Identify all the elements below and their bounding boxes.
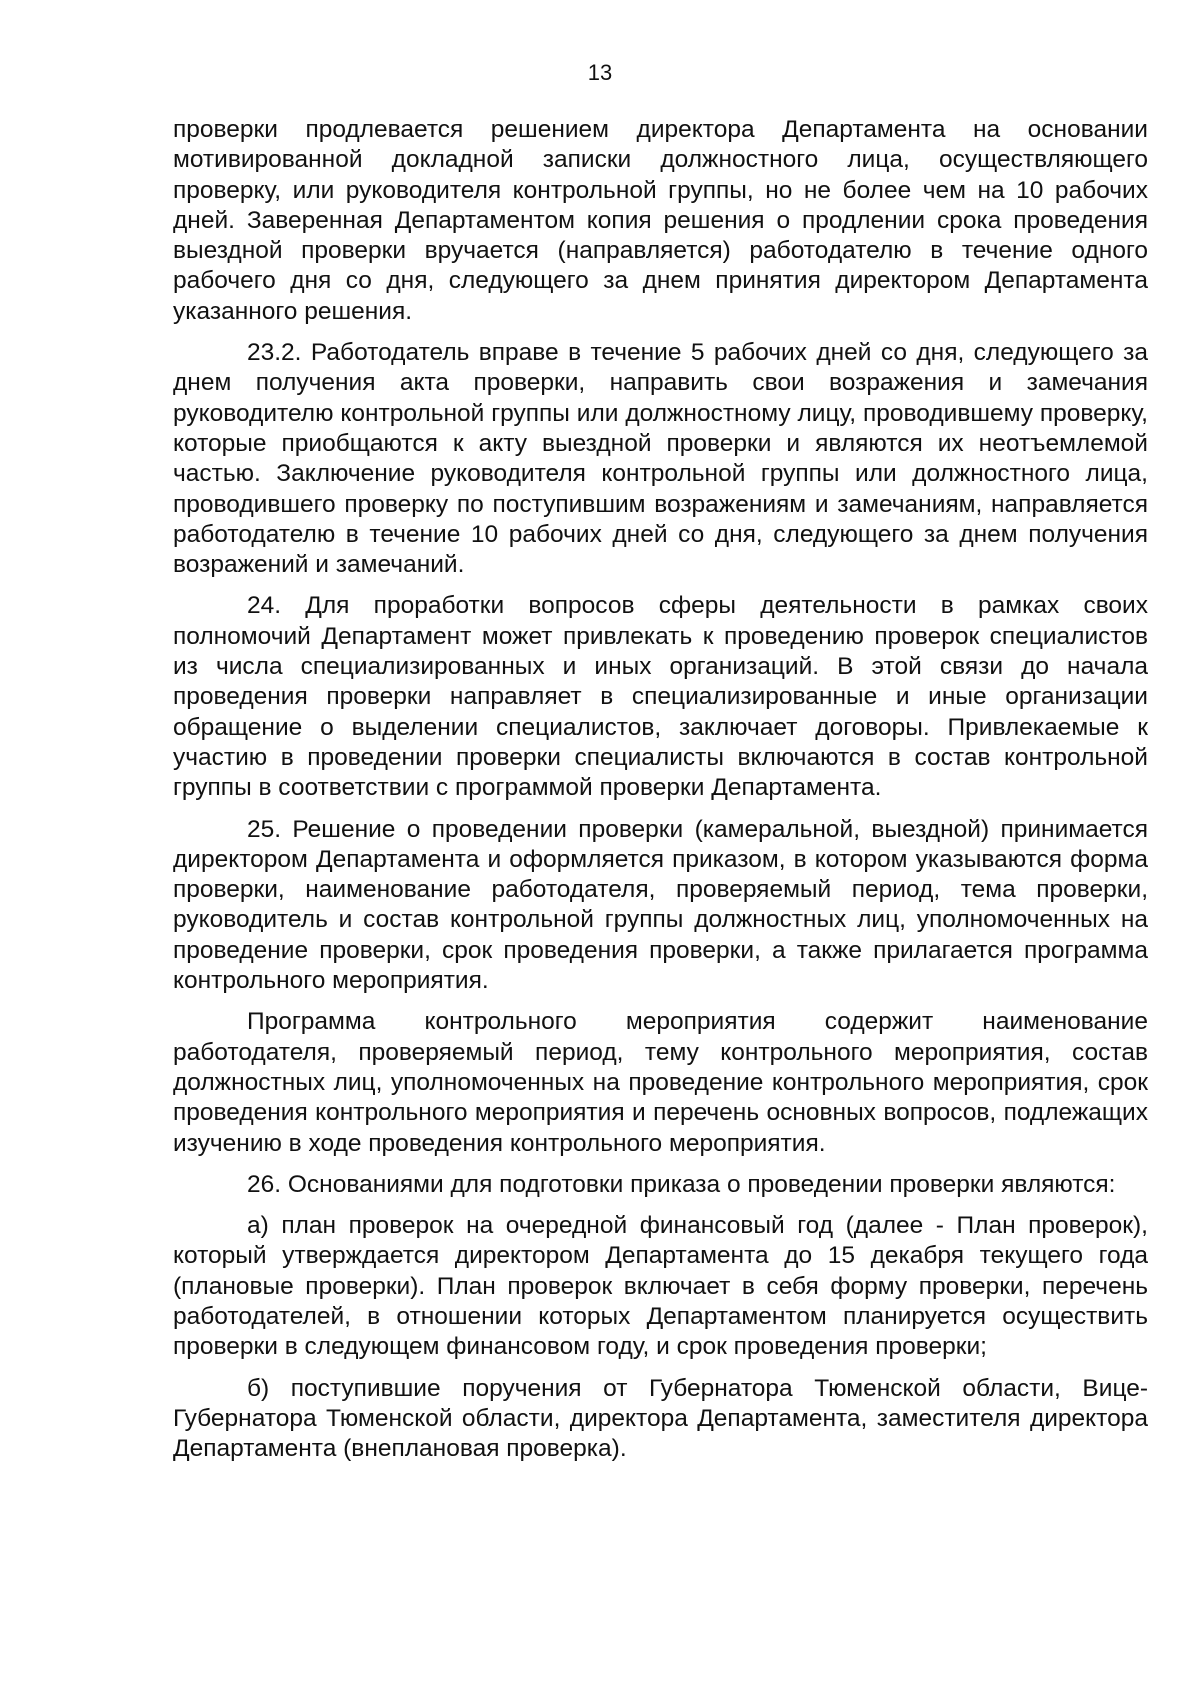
paragraph-23-2: 23.2. Работодатель вправе в течение 5 рабочих дней со дня, следующего за днем получения акта проверки, направить свои возражения и замечания руководителю контрольной группы или должностному лицу, проводившему проверку, которые приобщаются к акту выездной проверки и являются их неотъемлемой частью. Заключение руководителя контрольной группы или должностного лица, проводившего проверку по поступившим возражениям и замечаниям, направляется работодателю в течение 10 рабочих дней со дня, следующего за днем получения возражений и замечаний. [173, 339, 1148, 579]
page-number: 13 [587, 60, 613, 85]
paragraph-continuation: проверки продлевается решением директора Департамента на основании мотивированной докладной записки должностного лица, осуществляющего проверку, или руководителя контрольной группы, но не более чем на 10 рабочих дней. Заверенная Департаментом копия решения о продлении срока проведения выездной проверки вручается (направляется) работодателю в течение одного рабочего дня со дня, следующего за днем принятия директором Департамента указанного решения. [173, 116, 1148, 325]
paragraph-24: 24. Для проработки вопросов сферы деятельности в рамках своих полномочий Департамент может привлекать к проведению проверок специалистов из числа специализированных и иных организаций. В этой связи до начала проведения проверки направляет в специализированные и иные организации обращение о выделении специалистов, заключает договоры. Привлекаемые к участию в проведении проверки специалисты включаются в состав контрольной группы в соответствии с программой проверки Департамента. [173, 592, 1148, 802]
paragraph-program: Программа контрольного мероприятия содержит наименование работодателя, проверяемый период, тему контрольного мероприятия, состав должностных лиц, уполномоченных на проведение контрольного мероприятия, срок проведения контрольного мероприятия и перечень основных вопросов, подлежащих изучению в ходе проведения контрольного мероприятия. [173, 1008, 1148, 1157]
document-body [173, 115, 1148, 1475]
paragraph-26-a: а) план проверок на очередной финансовый год (далее - План проверок), который утверждается директором Департамента до 15 декабря текущего года (плановые проверки). План проверок включает в себя форму проверки, перечень работодателей, в отношении которых Департаментом планируется осуществить проверки в следующем финансовом году, и срок проведения проверки; [173, 1212, 1148, 1361]
paragraph-25: 25. Решение о проведении проверки (камеральной, выездной) принимается директором Департамента и оформляется приказом, в котором указываются форма проверки, наименование работодателя, проверяемый период, тема проверки, руководитель и состав контрольной группы должностных лиц, уполномоченных на проведение проверки, срок проведения проверки, а также прилагается программа контрольного мероприятия. [173, 815, 1148, 995]
paragraph-26: 26. Основаниями для подготовки приказа о проведении проверки являются: [247, 1170, 1116, 1198]
paragraph-26-b: б) поступившие поручения от Губернатора Тюменской области, Вице-Губернатора Тюменской области, директора Департамента, заместителя директора Департамента (внеплановая проверка). [173, 1374, 1148, 1463]
